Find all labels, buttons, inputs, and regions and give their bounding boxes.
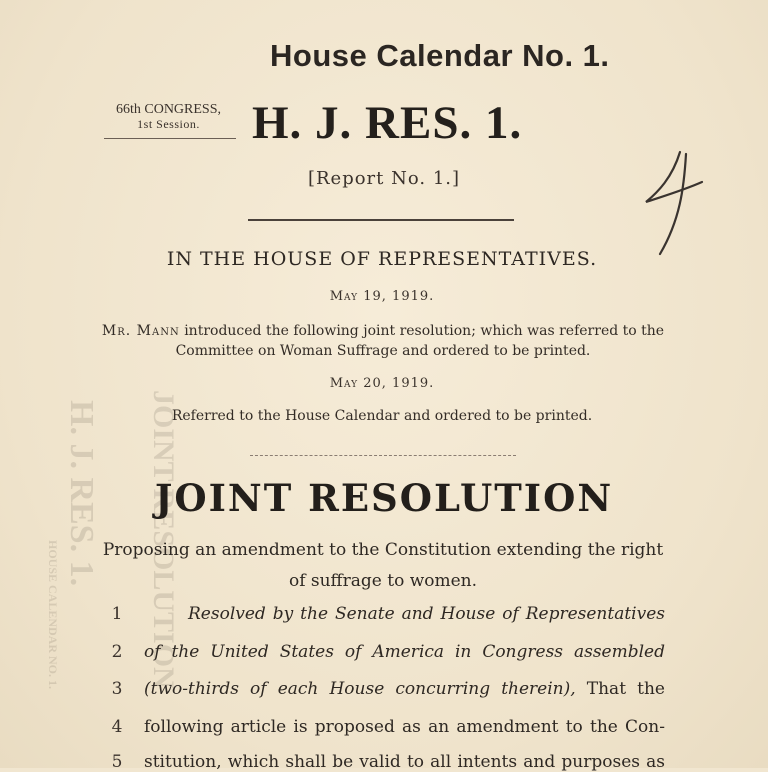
purpose-statement <box>96 535 670 597</box>
line-number: 3 <box>111 679 123 699</box>
purpose-line-2: of suffrage to women. <box>288 571 478 591</box>
purpose-line-1: Proposing an amendment to the Constitution extending the right <box>102 540 664 560</box>
line-number: 4 <box>111 717 123 737</box>
bill-number: H. J. RES. 1. <box>252 97 523 149</box>
referred-statement: Referred to the House Calendar and ordered to be printed. <box>171 408 593 424</box>
resolution-line <box>188 604 665 624</box>
resolution-line-roman: That the <box>575 679 665 699</box>
resolution-line-italic: Resolved by the Senate and House of Representatives <box>188 604 665 624</box>
house-heading: IN THE HOUSE OF REPRESENTATIVES. <box>166 248 598 270</box>
bleed-bill-number: H. J. RES. 1. <box>63 400 100 587</box>
handwritten-mark <box>636 148 716 258</box>
sponsor-name: Mr. Mann <box>101 323 180 339</box>
resolution-line <box>144 752 665 772</box>
bleed-heading: JOINT RESOLUTION <box>147 390 180 689</box>
congress-label: 66th CONGRESS, <box>115 102 222 117</box>
bleed-calendar: HOUSE CALENDAR NO. 1. <box>46 540 60 690</box>
introduction-paragraph <box>96 321 670 361</box>
resolution-line <box>144 717 665 737</box>
calendar-title: House Calendar No. 1. <box>270 38 610 73</box>
date-introduced: May 19, 1919. <box>329 289 435 304</box>
resolution-line-italic: of the United States of America in Congress assembled <box>144 642 665 662</box>
session-label: 1st Session. <box>137 117 200 131</box>
line-number: 2 <box>111 642 123 662</box>
resolution-line <box>144 642 665 662</box>
line-number: 1 <box>111 604 123 624</box>
resolution-line-roman: following article is proposed as an amendment to the Con- <box>144 717 665 737</box>
divider-middle <box>250 455 516 456</box>
congress-underline <box>104 138 236 139</box>
intro-text-2: Committee on Woman Suffrage and ordered to be printed. <box>175 343 591 359</box>
congress-session-block <box>96 102 241 132</box>
line-number: 5 <box>111 752 123 772</box>
resolution-line-italic: (two-thirds of each House concurring therein), <box>144 679 576 699</box>
divider-top <box>248 219 514 221</box>
report-number: [Report No. 1.] <box>307 168 461 189</box>
resolution-line <box>144 679 665 699</box>
resolution-heading: JOINT RESOLUTION <box>154 476 614 520</box>
date-referred: May 20, 1919. <box>329 376 435 391</box>
resolution-line-roman: stitution, which shall be valid to all intents and purposes as <box>144 752 665 772</box>
intro-text-1: introduced the following joint resolution; which was referred to the <box>184 323 665 339</box>
